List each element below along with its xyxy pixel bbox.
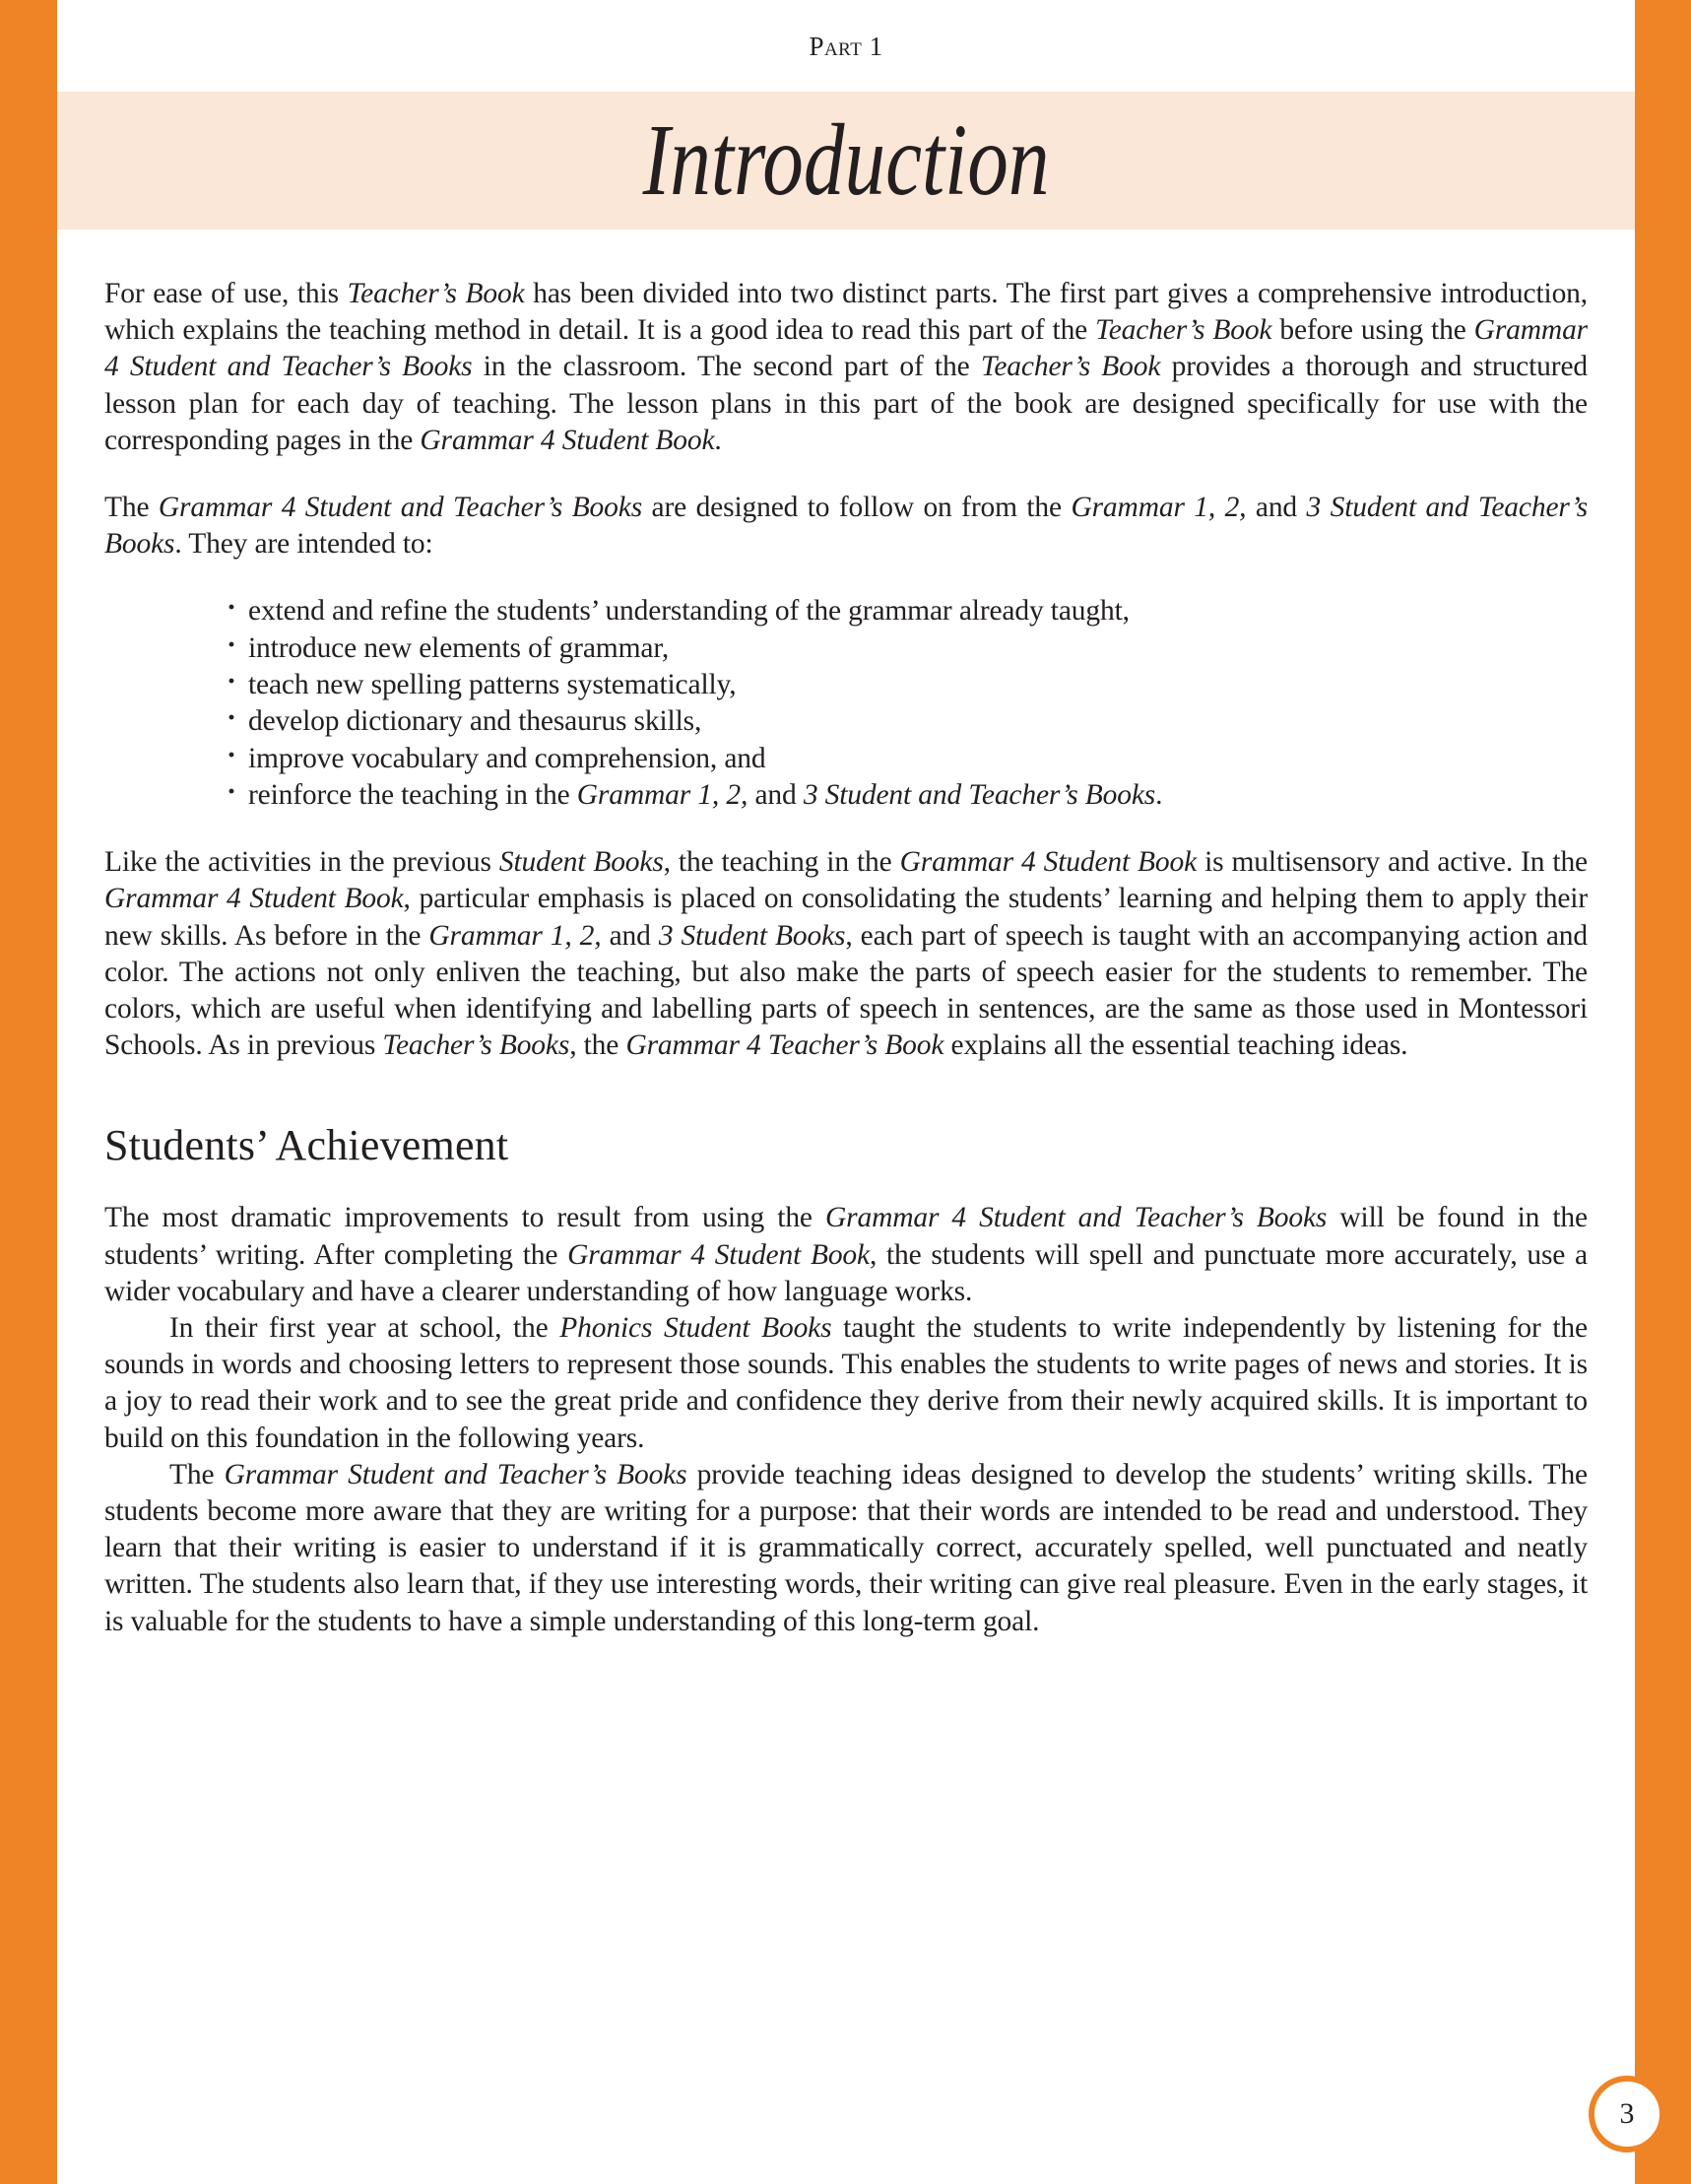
italic-run: 3 Student and Teacher’s Books: [104, 492, 1589, 561]
heading-spacer-before: [104, 1064, 1588, 1121]
text-run: explains all the essential teaching ideas.: [943, 1029, 1408, 1062]
text-run: For ease of use, this: [104, 278, 348, 309]
text-run: .: [714, 424, 722, 456]
paragraph-6: [104, 1457, 1588, 1640]
italic-run: Teacher’s Book: [347, 278, 525, 309]
text-run: has been divided into two distinct parts. The first part gives a comprehensive introduction, which explains the teaching method in detail. It is a good idea to read this part of the: [104, 278, 1588, 347]
italic-run: 3 Student and Teacher’s Books: [803, 778, 1156, 811]
italic-run: 3 Student Books: [658, 919, 846, 952]
text-run: improve vocabulary and comprehension, and: [248, 742, 766, 774]
paragraph-3: [104, 844, 1588, 1064]
italic-run: Teacher’s Book: [980, 351, 1161, 383]
text-run: teach new spelling patterns systematically,: [248, 669, 737, 701]
italic-run: Grammar 1, 2,: [1071, 492, 1247, 524]
text-run: taught the students to write independently by listening for the sounds in words and choosing letters to represent those sounds. This enables the students to write pages of news and stories. It is a joy to read their work and to see the great pride and confidence they derive from their newly acquired skills. It is important to build on this foundation in the following years.: [104, 1312, 1588, 1454]
list-after-spacer: [104, 814, 1588, 844]
text-run: , the teaching in the: [663, 846, 900, 879]
list-item: [227, 630, 1588, 667]
text-run: extend and refine the students’ understanding of the grammar already taught,: [248, 595, 1130, 628]
paragraph-5: [104, 1310, 1588, 1457]
text-run: , particular emphasis is placed on consolidating the students’ learning and helping them to apply their new skills. As before in the: [104, 883, 1589, 952]
italic-run: Grammar 1, 2,: [428, 919, 602, 952]
paragraph-spacer: [104, 459, 1588, 490]
page-sheet: [57, 0, 1635, 2184]
text-run: are designed to follow on from the: [642, 492, 1072, 524]
list-spacer: [104, 563, 1588, 593]
text-run: The: [169, 1458, 225, 1490]
part-label: Part 1: [809, 32, 883, 61]
text-run: introduce new elements of grammar,: [248, 631, 670, 664]
list-item: [227, 593, 1588, 629]
text-run: Like the activities in the previous: [104, 846, 499, 879]
text-run: The: [104, 492, 159, 524]
italic-run: Grammar 4 Teacher’s Book: [625, 1029, 944, 1062]
text-run: and: [748, 778, 804, 811]
section-heading-students-achievement: Students’ Achievement: [104, 1121, 509, 1170]
text-run: is multisensory and active. In the: [1197, 846, 1589, 879]
italic-run: Grammar 4 Student Book: [899, 846, 1198, 879]
page-number-badge: 3: [1589, 2076, 1665, 2152]
text-run: , the: [569, 1029, 626, 1062]
text-run: provide teaching ideas designed to develop the students’ writing skills. The students become more aware that they are writing for a purpose: that their words are intended to be read and understood. They learn that their writing is easier to understand if it is grammatically correct, accurately spelled, well punctuated and neatly written. The students also learn that, if they use interesting words, their writing can give real pleasure. Even in the early stages, it is valuable for the students to have a simple understanding of this long-term goal.: [104, 1458, 1588, 1637]
title-band: [57, 92, 1635, 230]
italic-run: Grammar 4 Student Book: [420, 424, 715, 456]
text-run: In their first year at school, the: [169, 1312, 560, 1345]
text-run: , each part of speech is taught with an accompanying action and color. The actions not only enliven the teaching, but also make the parts of speech easier for the students to remember. The colors, which are useful when identifying and labelling parts of speech in sentences, are the same as those used in Montessori Schools. As in previous: [104, 919, 1588, 1062]
text-run: in the classroom. The second part of the: [472, 351, 981, 383]
page-content: [104, 276, 1588, 1640]
italic-run: Grammar 4 Student Book: [104, 883, 404, 915]
text-run: provides a thorough and structured lesson plan for each day of teaching. The lesson plans in this part of the book are designed specifically for use with the corresponding pages in the: [104, 351, 1588, 456]
text-run: will be found in the students’ writing. After completing the: [104, 1202, 1588, 1271]
italic-run: Grammar 4 Student and Teacher’s Books: [824, 1202, 1328, 1234]
paragraph-1: [104, 276, 1588, 459]
page-title: Introduction: [642, 103, 1050, 217]
paragraph-4: [104, 1200, 1588, 1310]
text-run: .: [1155, 778, 1163, 811]
italic-run: Grammar 4 Student Book: [567, 1238, 870, 1271]
text-run: before using the: [1271, 314, 1474, 347]
paragraph-2: [104, 490, 1588, 563]
italic-run: Grammar 4 Student and Teacher’s Books: [104, 314, 1588, 383]
text-run: reinforce the teaching in the: [248, 778, 577, 811]
list-item: [227, 741, 1588, 777]
text-run: develop dictionary and thesaurus skills,: [248, 705, 702, 738]
list-item: [227, 667, 1588, 703]
italic-run: Grammar 4 Student and Teacher’s Books: [158, 492, 643, 524]
italic-run: Grammar Student and Teacher’s Books: [224, 1458, 687, 1490]
italic-run: Teacher’s Book: [1095, 314, 1272, 347]
italic-run: Grammar 1, 2,: [576, 778, 748, 811]
text-run: The most dramatic improvements to result from using the: [104, 1202, 825, 1234]
italic-run: Phonics Student Books: [559, 1312, 832, 1345]
italic-run: Student Books: [498, 846, 664, 879]
text-run: , the students will spell and punctuate more accurately, use a wider vocabulary and have a clearer understanding of how language works.: [104, 1238, 1589, 1307]
text-run: . They are intended to:: [174, 528, 433, 561]
list-item: [227, 703, 1588, 740]
text-run: and: [601, 919, 659, 952]
text-run: and: [1246, 492, 1307, 524]
italic-run: Teacher’s Books: [382, 1029, 570, 1062]
objectives-list: [104, 593, 1588, 814]
list-item: [227, 777, 1588, 814]
heading-spacer-after: [104, 1170, 1588, 1200]
